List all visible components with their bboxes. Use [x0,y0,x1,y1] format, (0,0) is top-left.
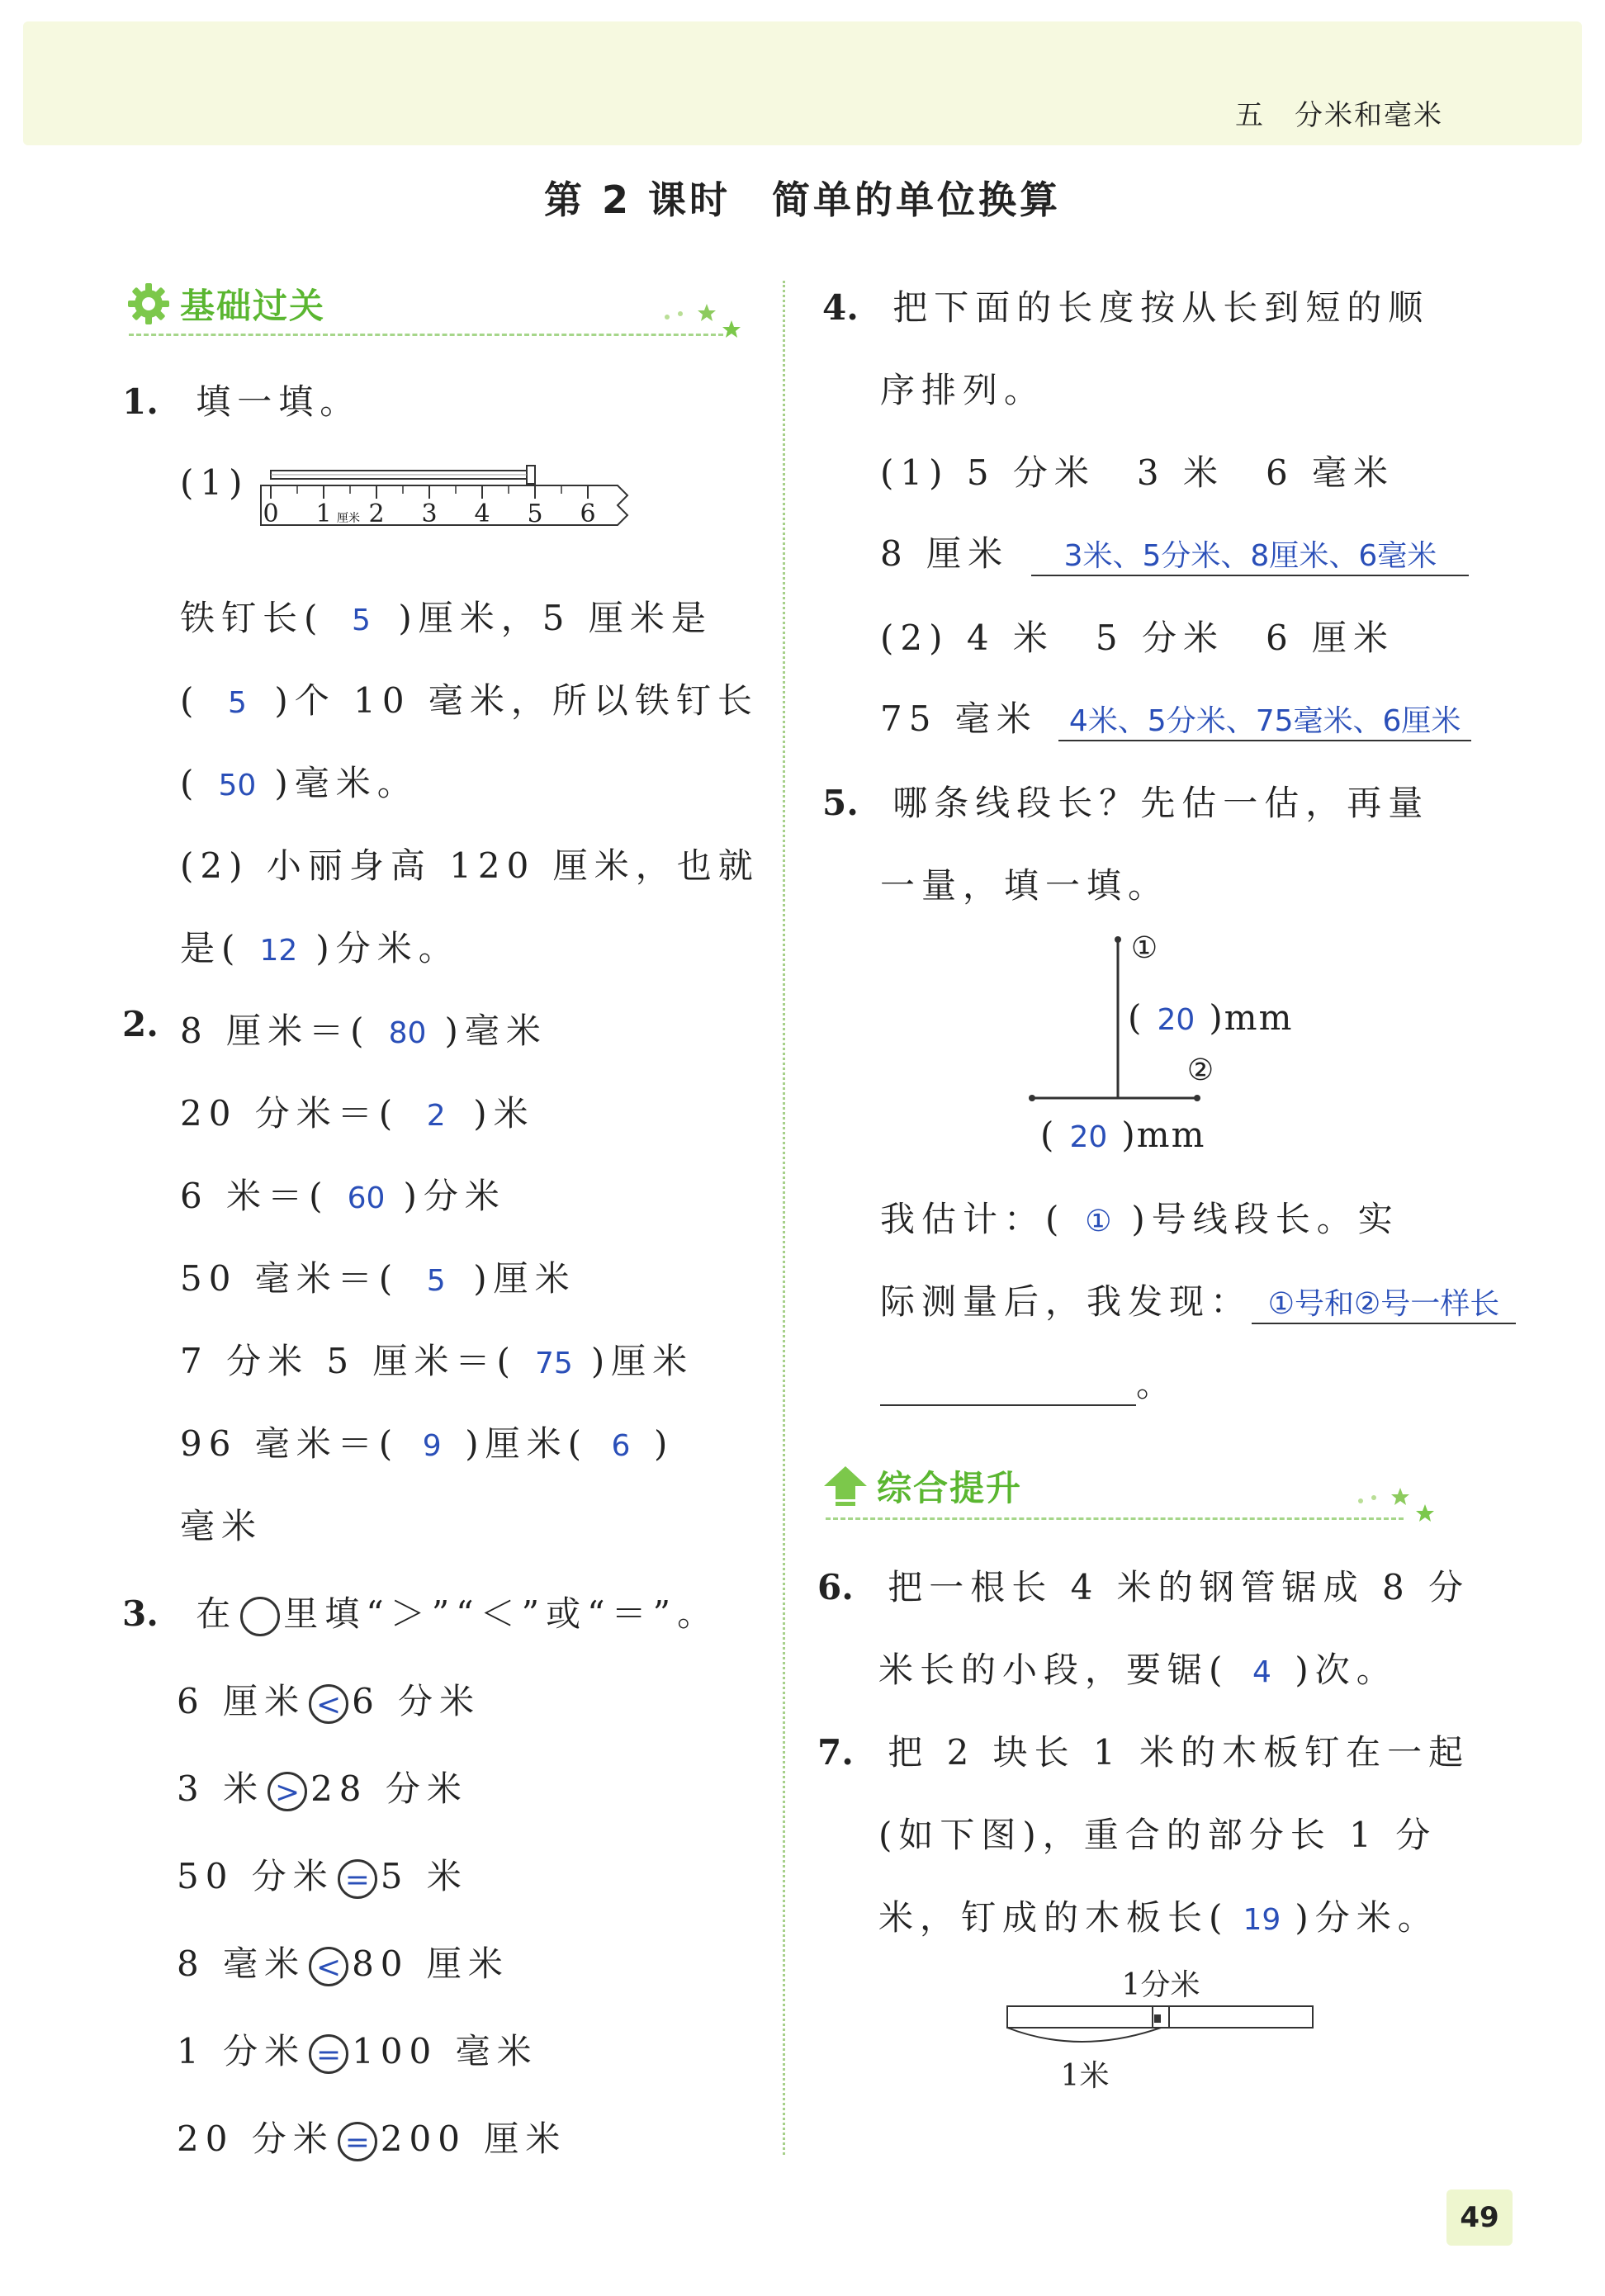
section-basic-rule [129,334,723,336]
q3-row: 3 米 > 28 分米 [177,1768,468,1810]
label-1m: 1米 [1060,2059,1110,2093]
q1-answer-2: 5 [227,686,247,720]
arrow-up-icon [822,1463,869,1509]
ruler-tick-label: 2 [368,499,385,528]
q5-estimate: )号线段长。实 [1131,1199,1399,1239]
q4-part1-items: (1) 5 分米 3 米 6 毫米 [880,452,1395,493]
q5-seg1-answer: 20 [1157,1003,1195,1037]
q2-answer: 5 [426,1264,446,1298]
q2-answer: 2 [426,1099,446,1133]
q2-row: 20 分米＝( 2 )米 [180,1093,535,1134]
q2-answer: 75 [534,1347,573,1380]
star-decoration-icon [1354,1481,1437,1522]
q1-text: 铁钉长( [180,598,324,638]
ruler-tick-label: 1 [315,499,332,528]
q4-part1-items: 8 厘米 [880,533,1010,574]
section-advanced-title: 综合提升 [877,1468,1023,1508]
ruler-figure [254,462,634,561]
ruler-tick-label: 3 [421,499,438,528]
q7-number: 7. [817,1732,854,1773]
q6-text: 米长的小段，要锯( [878,1650,1229,1690]
lesson-title: 第 2 课时 简单的单位换算 [543,178,1062,222]
q2-answer: 60 [347,1181,386,1215]
q5-estimate: 我估计：( [880,1199,1066,1239]
q4-part2-items: 75 毫米 [880,698,1038,739]
compare-circle: < [309,1947,348,1986]
q1-text: )个 10 毫米，所以铁钉长 [274,680,759,721]
label-1dm: 1分米 [1121,1968,1200,2002]
q2-row: 50 毫米＝( 5 )厘米 [180,1258,576,1299]
q6-text: 把一根长 4 米的钢管锯成 8 分 [888,1567,1470,1607]
compare-circle: < [309,1684,348,1724]
q1-answer-3: 50 [218,769,257,802]
q2-row: 7 分米 5 厘米＝( 75 )厘米 [180,1341,694,1381]
q1-answer-1: 5 [351,604,371,637]
q1-text: )毫米。 [274,763,419,803]
segment-2-label: ② [1186,1053,1214,1087]
q5-number: 5. [822,783,859,823]
section-basic-title: 基础过关 [180,286,326,326]
gear-icon [125,281,172,327]
section-advanced-rule [826,1517,1404,1520]
q7-text: 把 2 块长 1 米的木板钉在一起 [888,1732,1470,1773]
q1-part2-text: (2) 小丽身高 120 厘米，也就 [180,845,760,886]
q1-answer-4: 12 [259,934,298,968]
q3-prompt: 在 [196,1593,238,1634]
q6-text: )次。 [1295,1650,1398,1690]
q1-text: )厘米，5 厘米是 [398,598,713,638]
q7-text: (如下图)，重合的部分长 1 分 [878,1815,1437,1855]
q4-answer-line [1031,533,1469,576]
q2-row: 6 米＝( 60 )分米 [180,1176,506,1216]
ruler-tick-label: 5 [527,499,543,528]
q5-finding-line [1252,1281,1516,1324]
q4-prompt: 序排列。 [880,370,1046,410]
compare-circle: > [268,1772,307,1811]
q2-number: 2. [122,1004,159,1044]
blank-circle-icon [240,1597,280,1636]
ruler-tick-label: 4 [474,499,490,528]
q1-number: 1. [122,381,159,422]
q1-text: ( [180,763,201,803]
q3-number: 3. [122,1593,159,1634]
q5-finding-answer: ①号和②号一样长 [1267,1287,1500,1321]
q4-prompt: 把下面的长度按从长到短的顺 [892,287,1430,328]
chapter-label: 五 分米和毫米 [1235,99,1443,132]
q3-row: 8 毫米 < 80 厘米 [177,1943,509,1985]
q1-prompt: 填一填。 [196,381,362,422]
compare-circle: = [338,2122,377,2161]
q1-text: )分米。 [315,928,460,968]
q2-row-tail: 毫米 [180,1506,263,1546]
q2-answer: 9 [422,1429,442,1463]
ruler-unit: 厘米 [337,512,360,525]
segment-1-label: ① [1130,933,1158,965]
q5-seg2-answer: 20 [1069,1120,1108,1154]
q5-prompt: 一量，填一填。 [880,865,1170,906]
q3-row: 6 厘米 < 6 分米 [177,1681,481,1722]
q5-finding: 际测量后，我发现： [880,1281,1252,1322]
q1-text: ( [180,680,201,721]
brace-1m [1007,2028,1161,2042]
q4-part2-items: (2) 4 米 5 分米 6 厘米 [880,618,1395,658]
section-advanced-header [822,1461,1022,1511]
section-basic-header [125,279,325,329]
q2-row: 8 厘米＝( 80 )毫米 [180,1011,547,1051]
ruler-tick-label: 0 [263,499,279,528]
star-decoration-icon [660,297,743,338]
q2-answer: 80 [388,1016,427,1050]
q1-text: 是( [180,928,242,968]
page-number: 49 [1446,2189,1513,2246]
column-divider [783,281,785,2155]
q6-number: 6. [817,1567,854,1607]
q3-row: 1 分米 = 100 毫米 [177,2031,538,2072]
q7-answer: 19 [1243,1903,1281,1937]
q5-prompt: 哪条线段长？先估一估，再量 [892,783,1430,823]
q2-row: 96 毫米＝( 9 )厘米( 6 ) [180,1423,675,1464]
q5-estimate-answer: ① [1085,1205,1112,1238]
q3-prompt: 里填“＞”“＜”或“＝”。 [283,1593,719,1634]
q1-part1-label: (1) [180,462,249,503]
q4-answer-line [1058,698,1471,741]
boards-figure [999,1965,1329,2097]
q3-row: 50 分米 = 5 米 [177,1856,468,1897]
ruler-tick-label: 6 [580,499,596,528]
q7-text: )分米。 [1295,1897,1439,1938]
q4-number: 4. [822,287,859,328]
compare-circle: = [309,2034,348,2074]
q3-row: 20 分米 = 200 厘米 [177,2118,567,2160]
q4-answer-1: 3米、5分米、8厘米、6毫米 [1063,539,1437,573]
q4-answer-2: 4米、5分米、75毫米、6厘米 [1068,704,1461,738]
q2-answer: 6 [611,1429,631,1463]
compare-circle: = [338,1859,377,1899]
q7-text: 米，钉成的木板长( [878,1897,1229,1938]
q6-answer: 4 [1252,1655,1271,1689]
q5-finding-line [880,1364,1136,1406]
